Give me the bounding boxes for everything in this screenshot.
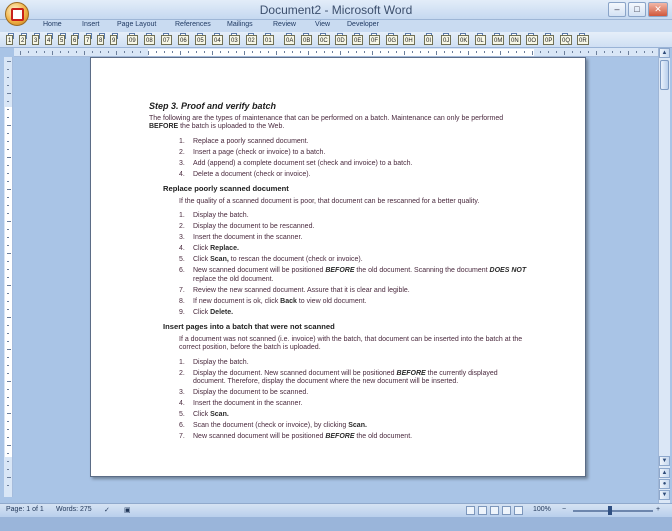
ribbon-keytip: 0R [577, 35, 589, 45]
ruler-tick [7, 221, 11, 222]
list-item: 6. Scan the document (check or invoice), by clicking Scan. [179, 422, 367, 429]
ruler-tick [7, 293, 9, 294]
ruler-tick [7, 317, 11, 318]
ruler-tick [7, 133, 9, 134]
ruler-tick [316, 51, 317, 53]
ruler-tick [7, 237, 9, 238]
ruler-tick [7, 245, 9, 246]
ribbon-keytip: 9 [110, 35, 117, 45]
next-page-icon[interactable]: ▼ [659, 490, 670, 500]
ruler-tick [7, 405, 9, 406]
window-controls [608, 2, 668, 17]
ruler-tick [572, 51, 573, 53]
ruler-tick [7, 269, 9, 270]
ribbon-keytip: 6 [71, 35, 78, 45]
web-layout-icon[interactable] [490, 506, 499, 515]
ruler-tick [372, 51, 373, 55]
ruler-tick [436, 51, 437, 55]
ribbon-keytip: 0L [475, 35, 486, 45]
ribbon-keytip: 02 [246, 35, 257, 45]
office-logo-icon [11, 8, 24, 21]
ruler-tick [652, 51, 653, 53]
ribbon-keytip: 0H [403, 35, 415, 45]
ruler-tick [108, 51, 109, 53]
status-bar [0, 503, 672, 517]
ruler-tick [7, 77, 9, 78]
ruler-tick [564, 51, 565, 55]
ribbon-keytip: 1 [6, 35, 13, 45]
ruler-tick [7, 189, 11, 190]
ribbon-keytip: 0G [386, 35, 398, 45]
ruler-tick [492, 51, 493, 53]
ribbon-keytip: 0F [369, 35, 380, 45]
ruler-tick [7, 157, 11, 158]
document-page[interactable] [90, 57, 586, 477]
replace-description: If the quality of a scanned document is poor, that document can be rescanned for a better quality. [179, 197, 480, 205]
list-item: 7. Review the new scanned document. Assure that it is clear and legible. [179, 286, 410, 294]
ruler-tick [348, 51, 349, 53]
ruler-tick [7, 165, 9, 166]
ruler-tick [484, 51, 485, 53]
insert-description: If a document was not scanned (i.e. invoice) with the batch, that document can be inserted into the batch at the correct position, before the batch is uploaded. [179, 335, 523, 351]
zoom-in-icon[interactable]: + [656, 506, 661, 513]
ruler-tick [7, 181, 9, 182]
page-count[interactable]: Page: 1 of 1 [6, 506, 44, 513]
ruler-tick [7, 485, 9, 486]
ruler-tick [7, 365, 9, 366]
taskbar-strip [0, 517, 672, 531]
proofing-icon[interactable]: ✓ [104, 507, 110, 514]
horizontal-ruler[interactable] [14, 48, 660, 57]
ruler-tick [100, 51, 101, 53]
ribbon-keytip: 0K [458, 35, 469, 45]
word-count[interactable]: Words: 275 [56, 506, 92, 513]
ribbon-keytip: 0D [335, 35, 347, 45]
tab-page-layout[interactable]: Page Layout [117, 21, 157, 28]
scroll-up-icon[interactable]: ▲ [659, 48, 670, 58]
ruler-tick [124, 51, 125, 53]
ruler-tick [7, 397, 9, 398]
ruler-tick [292, 51, 293, 53]
list-item: 4. Click Replace. [179, 245, 239, 252]
ruler-tick [444, 51, 445, 53]
ribbon-keytip: 06 [178, 35, 189, 45]
ruler-tick [236, 51, 237, 53]
ruler-tick [500, 51, 501, 55]
ruler-tick [7, 421, 9, 422]
ribbon-keytip: 5 [58, 35, 65, 45]
ruler-tick [148, 51, 149, 55]
zoom-out-icon[interactable]: − [562, 506, 567, 513]
ruler-tick [644, 51, 645, 53]
ruler-tick [7, 349, 11, 350]
ruler-tick [340, 51, 341, 55]
list-item: 2. Display the document. New scanned document will be positioned BEFORE the currently displayed document. Therefore, display the document where the new document will be inserted. [179, 369, 498, 385]
ruler-tick [7, 469, 9, 470]
list-item: 4. Delete a document (check or invoice). [179, 170, 311, 178]
maintenance-types-list [179, 138, 529, 180]
outline-icon[interactable] [502, 506, 511, 515]
vertical-ruler[interactable] [4, 57, 13, 497]
ruler-tick [52, 51, 53, 55]
ruler-tick [7, 325, 9, 326]
ruler-tick [7, 413, 11, 414]
tab-home[interactable]: Home [43, 21, 62, 28]
intro-paragraph: The following are the types of maintenance that can be performed on a batch. Maintenance can only be performed BEFORE the batch is uploaded to the Web. [149, 114, 504, 130]
ruler-tick [388, 51, 389, 53]
zoom-slider[interactable] [573, 510, 653, 512]
replace-steps-list [179, 212, 529, 317]
list-item: 9. Click Delete. [179, 308, 234, 316]
ruler-tick [548, 51, 549, 53]
ruler-tick [596, 51, 597, 55]
scroll-thumb[interactable] [660, 60, 669, 90]
insert-heading: Insert pages into a batch that were not scanned [163, 322, 335, 331]
ruler-tick [276, 51, 277, 55]
ribbon-keytip: 0N [509, 35, 521, 45]
ruler-tick [588, 51, 589, 53]
ruler-tick [420, 51, 421, 53]
ruler-tick [204, 51, 205, 53]
ribbon-keytip: 0E [352, 35, 363, 45]
ribbon-tabs [0, 20, 672, 32]
ruler-tick [396, 51, 397, 53]
ribbon-keytip: 09 [127, 35, 138, 45]
ruler-tick [7, 389, 9, 390]
ruler-tick [604, 51, 605, 53]
ruler-tick [7, 301, 9, 302]
ribbon-keytip: 0M [492, 35, 504, 45]
ruler-tick [580, 51, 581, 53]
ruler-tick [20, 51, 21, 55]
list-item: 1. Display the batch. [179, 212, 249, 219]
ruler-tick [7, 125, 11, 126]
ribbon-keytip: 0P [543, 35, 554, 45]
ruler-tick [508, 51, 509, 53]
ruler-tick [300, 51, 301, 53]
ruler-tick [260, 51, 261, 53]
maximize-button[interactable]: □ [628, 2, 646, 17]
ribbon-keytip: 01 [263, 35, 274, 45]
list-item: 3. Insert the document in the scanner. [179, 234, 303, 241]
list-item: 1. Display the batch. [179, 358, 249, 366]
ribbon-keytip: 0Q [560, 35, 572, 45]
ribbon-keytip: 0B [301, 35, 312, 45]
previous-page-icon[interactable]: ▲ [659, 468, 670, 478]
ribbon-keytip: 8 [97, 35, 104, 45]
list-item: 8. If new document is ok, click Back to view old document. [179, 297, 367, 305]
ruler-tick [7, 333, 9, 334]
ruler-tick [7, 205, 9, 206]
ruler-tick [356, 51, 357, 53]
ruler-tick [7, 461, 9, 462]
ribbon-keytip: 3 [32, 35, 39, 45]
ruler-tick [524, 51, 525, 53]
ruler-tick [7, 93, 11, 94]
ruler-tick [92, 51, 93, 53]
ruler-tick [7, 141, 9, 142]
ruler-tick [380, 51, 381, 53]
ruler-tick [556, 51, 557, 53]
ruler-tick [284, 51, 285, 53]
ruler-tick [468, 51, 469, 55]
ruler-tick [7, 109, 9, 110]
step-title: Step 3. Proof and verify batch [149, 101, 277, 111]
zoom-level[interactable]: 100% [533, 506, 551, 513]
ruler-tick [7, 197, 9, 198]
ribbon-keytip: 0O [526, 35, 538, 45]
ribbon-keytip: 04 [212, 35, 223, 45]
ruler-tick [252, 51, 253, 53]
scroll-down-icon[interactable]: ▼ [659, 456, 670, 466]
ruler-tick [7, 173, 9, 174]
ruler-tick [332, 51, 333, 53]
ruler-tick [7, 213, 9, 214]
list-item: 5. Click Scan. [179, 411, 229, 418]
list-item: 2. Display the document to be rescanned. [179, 223, 315, 230]
ruler-tick [7, 229, 9, 230]
replace-heading: Replace poorly scanned document [163, 184, 289, 193]
close-button[interactable]: ✕ [648, 2, 668, 17]
ruler-tick [7, 453, 9, 454]
ruler-tick [7, 69, 9, 70]
ruler-tick [7, 445, 11, 446]
insert-steps-list [179, 359, 529, 442]
full-screen-reading-icon[interactable] [478, 506, 487, 515]
ruler-tick [196, 51, 197, 53]
ruler-tick [7, 149, 9, 150]
ruler-tick [156, 51, 157, 53]
ruler-tick [76, 51, 77, 53]
ruler-tick [172, 51, 173, 53]
ruler-tick [36, 51, 37, 53]
list-item: 3. Add (append) a complete document set (check and invoice) to a batch. [179, 159, 413, 167]
tab-developer[interactable]: Developer [347, 21, 379, 28]
ruler-tick [244, 51, 245, 55]
ruler-tick [7, 309, 9, 310]
ruler-tick [452, 51, 453, 53]
ruler-tick [612, 51, 613, 53]
ribbon-keytip: 0A [284, 35, 295, 45]
ruler-tick [7, 477, 11, 478]
office-button[interactable] [5, 2, 29, 26]
ruler-tick [7, 381, 11, 382]
ruler-tick [268, 51, 269, 53]
ribbon-keytip: 0J [441, 35, 451, 45]
list-item: 5. Click Scan, to rescan the document (check or invoice). [179, 256, 363, 263]
ruler-tick [68, 51, 69, 53]
list-item: 7. New scanned document will be positioned BEFORE the old document. [179, 433, 413, 440]
tab-references[interactable]: References [175, 21, 211, 28]
ruler-tick [532, 51, 533, 55]
ruler-tick [516, 51, 517, 53]
ruler-tick [7, 117, 9, 118]
ruler-tick [620, 51, 621, 53]
ruler-tick [324, 51, 325, 53]
list-item: 1. Replace a poorly scanned document. [179, 137, 309, 145]
ribbon-keytip-strip [0, 32, 672, 48]
ribbon-keytip: 07 [161, 35, 172, 45]
minimize-button[interactable]: – [608, 2, 626, 17]
ruler-tick [460, 51, 461, 53]
ruler-tick [7, 261, 9, 262]
ruler-tick [308, 51, 309, 55]
ruler-tick [412, 51, 413, 53]
ribbon-keytip: 4 [45, 35, 52, 45]
ruler-tick [7, 357, 9, 358]
list-item: 6. New scanned document will be positioned BEFORE the old document. Scanning the document DOES NOT replace the old document. [179, 267, 527, 283]
ribbon-keytip: 03 [229, 35, 240, 45]
ruler-tick [188, 51, 189, 53]
ruler-tick [212, 51, 213, 55]
document-body[interactable] [149, 102, 529, 448]
ruler-tick [140, 51, 141, 53]
title-bar [0, 0, 672, 20]
ruler-tick [364, 51, 365, 53]
list-item: 3. Display the document to be scanned. [179, 389, 309, 396]
list-item: 2. Insert a page (check or invoice) to a batch. [179, 148, 326, 156]
ruler-tick [428, 51, 429, 53]
ruler-tick [28, 51, 29, 53]
print-layout-icon[interactable] [466, 506, 475, 515]
ribbon-keytip: 0I [424, 35, 433, 45]
ruler-tick [476, 51, 477, 53]
ribbon-keytip: 2 [19, 35, 26, 45]
window-title: Document2 - Microsoft Word [259, 3, 413, 17]
ruler-tick [7, 373, 9, 374]
ruler-tick [180, 51, 181, 55]
tab-review[interactable]: Review [273, 21, 296, 28]
ruler-tick [636, 51, 637, 53]
list-item: 4. Insert the document in the scanner. [179, 400, 303, 407]
ruler-tick [60, 51, 61, 53]
zoom-slider-thumb[interactable] [608, 506, 612, 515]
select-browse-object-icon[interactable]: ● [659, 479, 670, 489]
ruler-tick [7, 277, 9, 278]
ruler-tick [7, 341, 9, 342]
ruler-tick [164, 51, 165, 53]
ruler-tick [628, 51, 629, 55]
ruler-tick [44, 51, 45, 53]
draft-icon[interactable] [514, 506, 523, 515]
ruler-tick [7, 85, 9, 86]
ruler-tick [7, 61, 11, 62]
ruler-tick [84, 51, 85, 55]
tab-mailings[interactable]: Mailings [227, 21, 253, 28]
tab-view[interactable]: View [315, 21, 331, 28]
ruler-tick [7, 437, 9, 438]
vertical-scrollbar[interactable] [658, 48, 670, 503]
ruler-tick [404, 51, 405, 55]
ruler-tick [7, 285, 11, 286]
ruler-tick [228, 51, 229, 53]
ribbon-keytip: 05 [195, 35, 206, 45]
tab-insert[interactable]: Insert [82, 21, 100, 28]
macro-record-icon[interactable]: ▣ [124, 507, 131, 514]
ruler-tick [132, 51, 133, 53]
ruler-tick [7, 101, 9, 102]
ruler-tick [116, 51, 117, 55]
ruler-tick [7, 253, 11, 254]
ribbon-keytip: 7 [84, 35, 91, 45]
ruler-tick [540, 51, 541, 53]
ribbon-keytip: 08 [144, 35, 155, 45]
ruler-tick [220, 51, 221, 53]
ribbon-keytip: 0C [318, 35, 330, 45]
ruler-tick [7, 429, 9, 430]
